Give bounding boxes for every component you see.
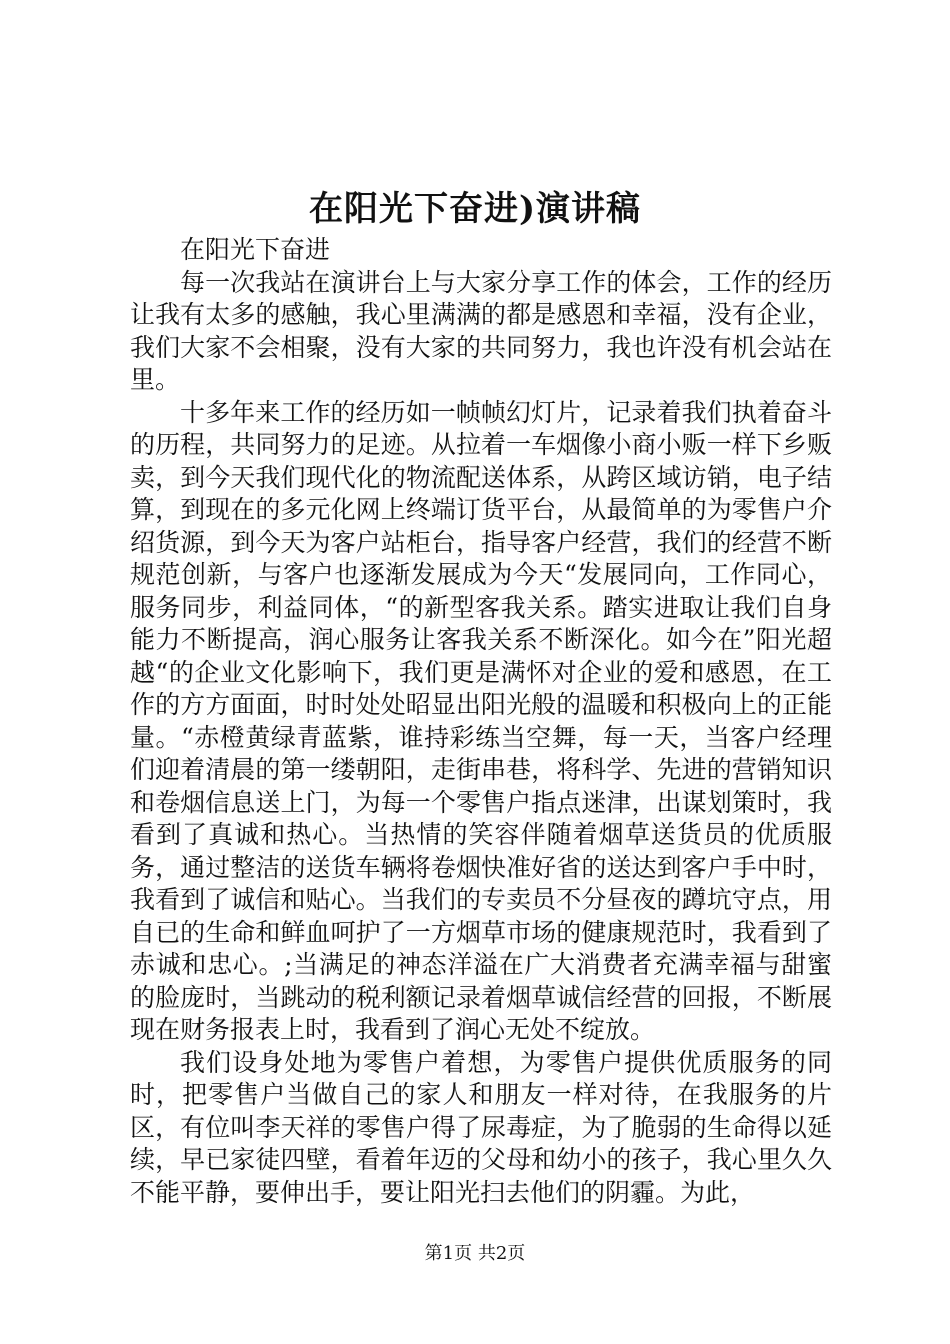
page-footer: 第1页 共2页 — [424, 1243, 526, 1264]
body-paragraph: 我们设身处地为零售户着想，为零售户提供优质服务的同时，把零售户当做自己的家人和朋友一样对待，在我服务的片区，有位叫李天祥的零售户得了尿毒症，为了脆弱的生命得以延续，早已家徒四壁，看着年迈的父母和幼小的孩子，我心里久久不能平静，要伸出手，要让阳光扫去他们的阴霾。为此， — [130, 1047, 832, 1207]
document-body — [130, 234, 832, 1209]
body-paragraph: 十多年来工作的经历如一帧帧幻灯片，记录着我们执着奋斗的历程，共同努力的足迹。从拉着一车烟像小商小贩一样下乡贩卖，到今天我们现代化的物流配送体系，从跨区域访销，电子结算，到现在的多元化网上终端订货平台，从最简单的为零售户介绍货源，到今天为客户站柜台，指导客户经营，我们的经营不断规范创新，与客户也逐渐发展成为今天“发展同向，工作同心，服务同步，利益同体，“的新型客我关系。踏实进取让我们自身能力不断提高，润心服务让客我关系不断深化。如今在”阳光超越“的企业文化影响下，我们更是满怀对企业的爱和感恩，在工作的方方面面，时时处处昭显出阳光般的温暖和积极向上的正能量。“赤橙黄绿青蓝紫，谁持彩练当空舞，每一天，当客户经理们迎着清晨的第一缕朝阳，走街串巷，将科学、先进的营销知识和卷烟信息送上门，为每一个零售户指点迷津，出谋划策时，我看到了真诚和热心。当热情的笑容伴随着烟草送货员的优质服务，通过整洁的送货车辆将卷烟快准好省的送达到客户手中时，我看到了诚信和贴心。当我们的专卖员不分昼夜的蹲坑守点，用自已的生命和鲜血呵护了一方烟草市场的健康规范时，我看到了赤诚和忠心。;当满足的神态洋溢在广大消费者充满幸福与甜蜜的脸庞时，当跳动的税利额记录着烟草诚信经营的回报，不断展现在财务报表上时，我看到了润心无处不绽放。 — [130, 397, 832, 1044]
body-paragraph: 每一次我站在演讲台上与大家分享工作的体会，工作的经历让我有太多的感触，我心里满满的都是感恩和幸福，没有企业，我们大家不会相聚，没有大家的共同努力，我也许没有机会站在里。 — [130, 267, 832, 394]
subtitle-paragraph: 在阳光下奋进 — [180, 235, 331, 264]
document-title: 在阳光下奋进)演讲稿 — [308, 189, 642, 229]
